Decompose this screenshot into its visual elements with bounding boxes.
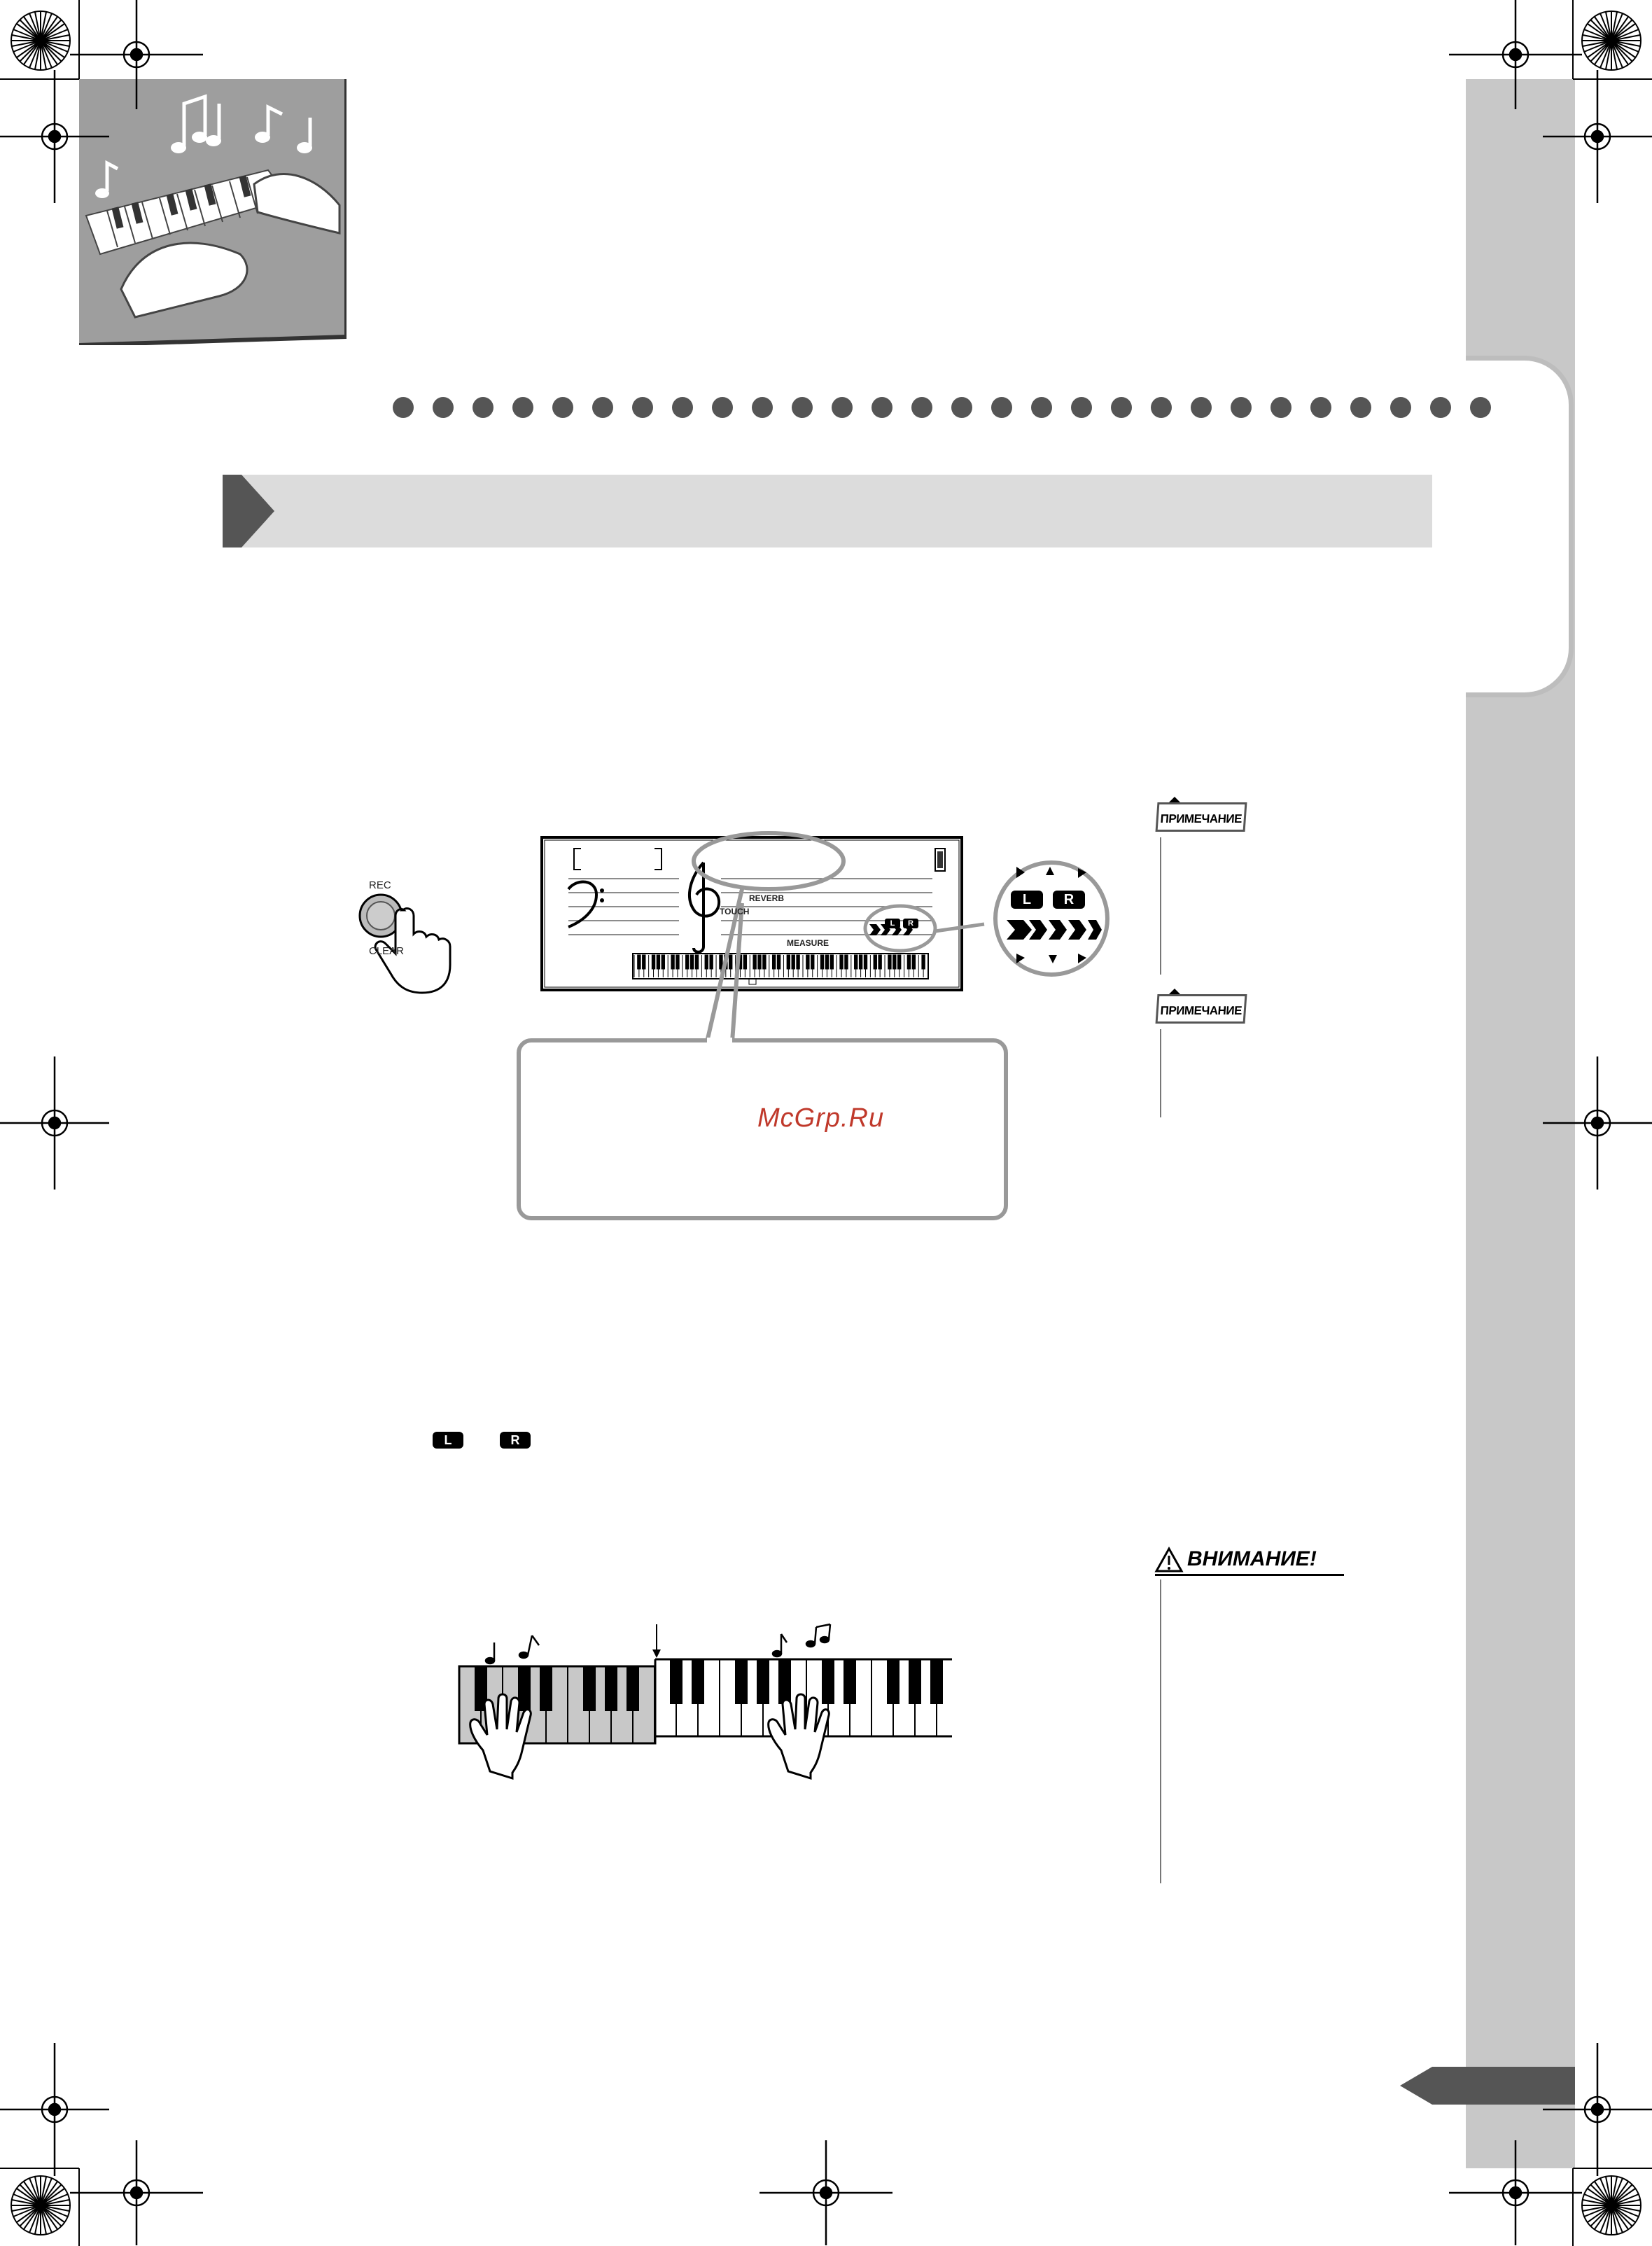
rule-dot — [752, 397, 773, 418]
rule-dot — [951, 397, 972, 418]
lcd-black-key — [830, 955, 833, 969]
lcd-black-key — [811, 955, 814, 969]
lcd-black-key — [878, 955, 881, 969]
rule-dot — [552, 397, 573, 418]
lcd-black-key — [690, 955, 693, 969]
split-black-key — [626, 1666, 639, 1711]
split-black-key — [887, 1659, 899, 1704]
lcd-measure-label: MEASURE — [787, 938, 830, 948]
rec-label: REC — [369, 879, 391, 891]
lcd-black-key — [777, 955, 780, 969]
rule-dot — [1191, 397, 1212, 418]
lcd-black-key — [686, 955, 689, 969]
rule-dot — [911, 397, 932, 418]
rule-dot — [1470, 397, 1491, 418]
lcd-black-key — [643, 955, 645, 969]
caution-underline — [1155, 1574, 1344, 1576]
rule-dot — [433, 397, 454, 418]
lcd-black-key — [897, 955, 900, 969]
lcd-black-key — [864, 955, 867, 969]
split-black-key — [670, 1659, 682, 1704]
lcd-black-key — [806, 955, 809, 969]
rule-dot — [832, 397, 853, 418]
lcd-black-key — [638, 955, 640, 969]
lcd-black-key — [907, 955, 910, 969]
rule-dot — [632, 397, 653, 418]
lcd-black-key — [922, 955, 925, 969]
note-badge-1: ПРИМЕЧАНИЕ — [1156, 802, 1247, 832]
split-black-key — [692, 1659, 704, 1704]
lcd-black-key — [888, 955, 891, 969]
lcd-black-key — [763, 955, 766, 969]
lcd-black-key — [787, 955, 790, 969]
rule-dot — [1151, 397, 1172, 418]
lcd-black-key — [845, 955, 848, 969]
lcd-black-key — [657, 955, 659, 969]
lcd-black-key — [825, 955, 828, 969]
rule-dot — [1430, 397, 1451, 418]
rule-dot — [393, 397, 414, 418]
lcd-reverb-label: REVERB — [749, 893, 785, 903]
split-black-key — [822, 1659, 834, 1704]
lcd-black-key — [912, 955, 915, 969]
rule-dot — [872, 397, 892, 418]
split-black-key — [735, 1659, 748, 1704]
zoom-right-hand-badge: R — [1053, 891, 1085, 909]
caution-heading: ВНИМАНИЕ! — [1187, 1547, 1317, 1570]
lcd-black-key — [652, 955, 654, 969]
rule-dot — [672, 397, 693, 418]
rule-dot — [1390, 397, 1411, 418]
lcd-black-key — [820, 955, 823, 969]
rule-dot — [1310, 397, 1331, 418]
watermark-text: McGrp.Ru — [757, 1103, 885, 1133]
note-badge-2: ПРИМЕЧАНИЕ — [1156, 994, 1247, 1024]
rule-dot — [472, 397, 493, 418]
split-black-key — [583, 1666, 596, 1711]
lcd-black-key — [662, 955, 664, 969]
rec-clear-button[interactable] — [364, 903, 403, 942]
lcd-black-key — [840, 955, 843, 969]
inline-right-badge: R — [500, 1432, 531, 1449]
lcd-black-key — [695, 955, 698, 969]
inline-left-badge: L — [433, 1432, 463, 1449]
rule-dot — [512, 397, 533, 418]
lcd-black-key — [753, 955, 756, 969]
lcd-black-key — [729, 955, 732, 969]
lcd-black-key — [792, 955, 794, 969]
clear-label: CLEAR — [369, 945, 405, 957]
split-black-key — [540, 1666, 552, 1711]
rule-dot — [1071, 397, 1092, 418]
split-black-key — [757, 1659, 769, 1704]
lcd-black-key — [758, 955, 761, 969]
rule-dot — [792, 397, 813, 418]
lcd-black-key — [710, 955, 713, 969]
lcd-black-key — [705, 955, 708, 969]
split-black-key — [778, 1659, 791, 1704]
split-black-key — [909, 1659, 921, 1704]
lcd-black-key — [743, 955, 746, 969]
lcd-black-key — [671, 955, 674, 969]
split-black-key — [844, 1659, 856, 1704]
lcd-black-key — [797, 955, 799, 969]
split-black-key — [930, 1659, 943, 1704]
lcd-black-key — [855, 955, 858, 969]
rule-dot — [712, 397, 733, 418]
zoom-left-hand-badge: L — [1011, 891, 1043, 909]
rule-dot — [592, 397, 613, 418]
lcd-black-key — [859, 955, 862, 969]
rule-dot — [1231, 397, 1252, 418]
rule-dot — [991, 397, 1012, 418]
lcd-black-key — [676, 955, 679, 969]
lcd-left-hand-badge: L — [885, 919, 900, 928]
rule-dot — [1031, 397, 1052, 418]
lcd-touch-label: TOUCH — [720, 907, 750, 916]
rule-dot — [1111, 397, 1132, 418]
lcd-black-key — [772, 955, 775, 969]
lcd-black-key — [874, 955, 876, 969]
split-black-key — [605, 1666, 617, 1711]
rule-dot — [1270, 397, 1292, 418]
lcd-black-key — [893, 955, 896, 969]
lcd-right-hand-badge: R — [903, 919, 918, 928]
rule-dot — [1350, 397, 1371, 418]
